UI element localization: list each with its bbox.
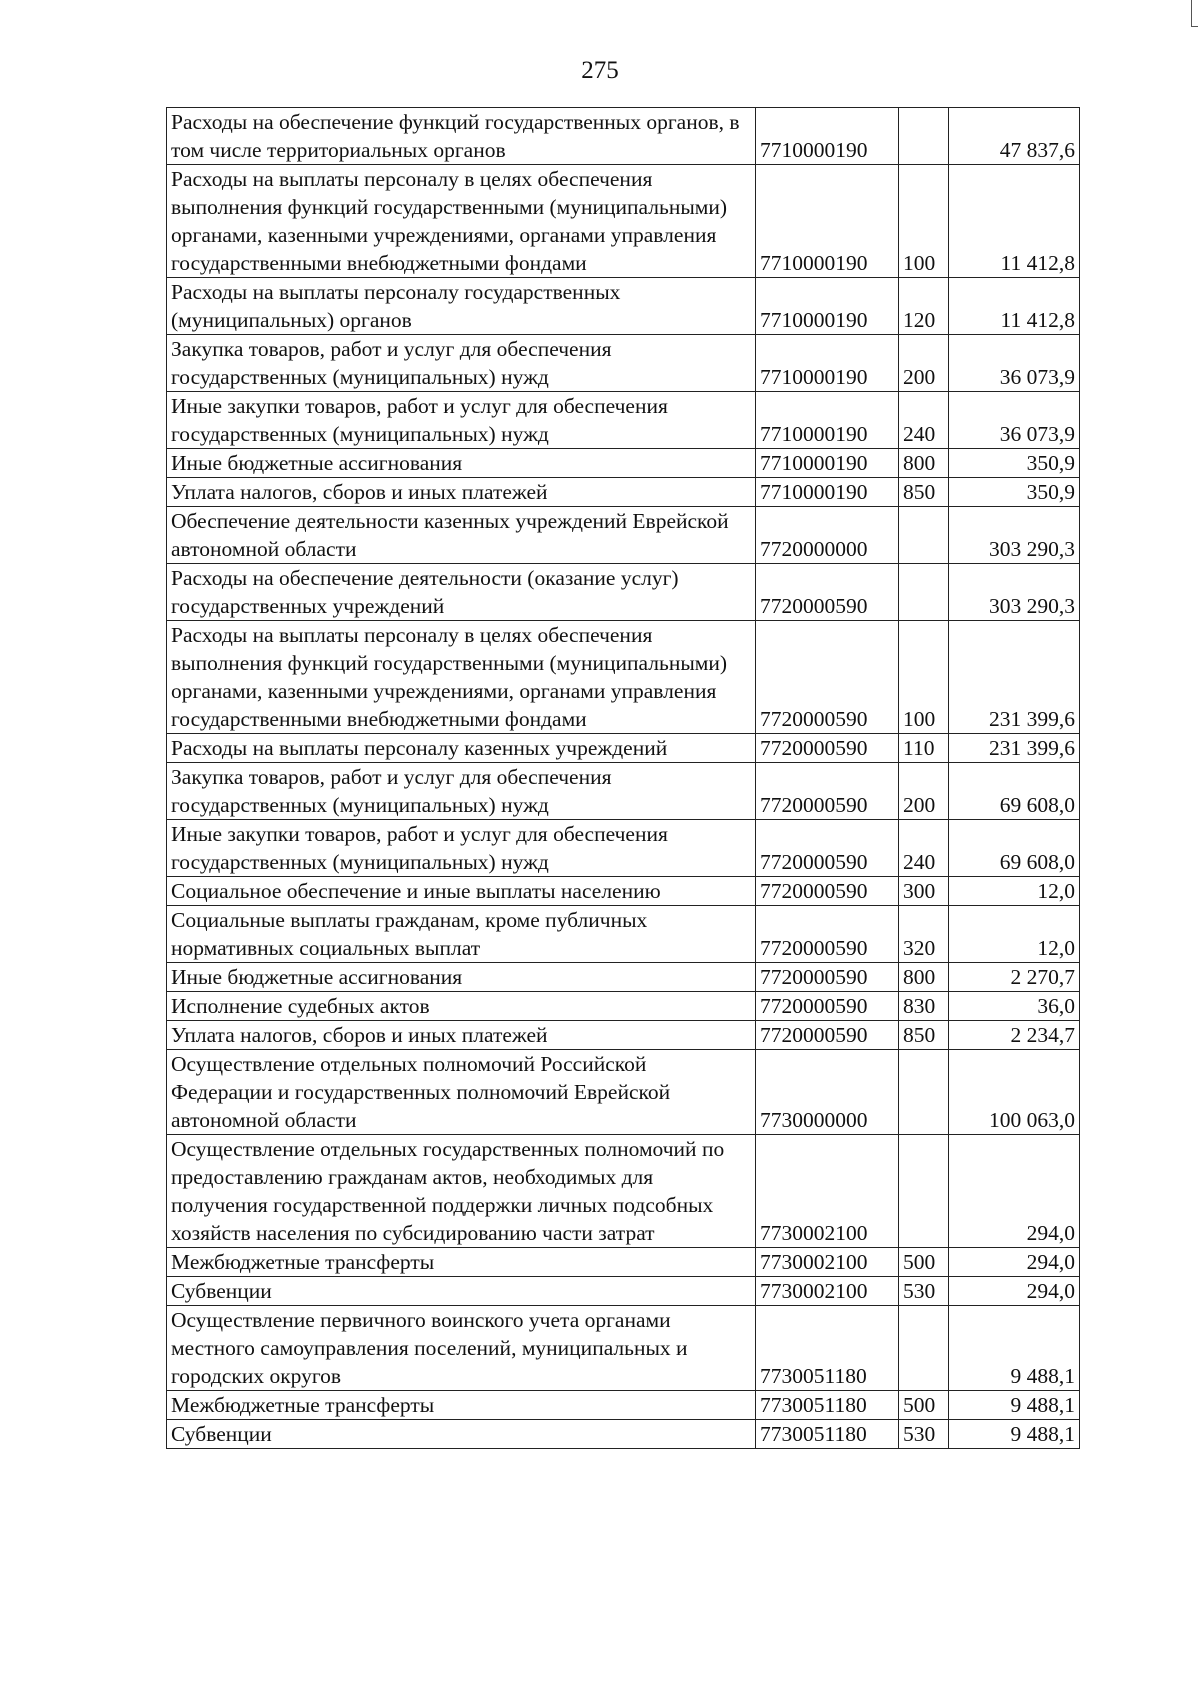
table-row bbox=[167, 165, 1080, 278]
expense-name: Иные бюджетные ассигнования bbox=[167, 449, 756, 478]
expense-type: 830 bbox=[899, 992, 949, 1021]
amount: 100 063,0 bbox=[949, 1050, 1080, 1135]
expense-type: 100 bbox=[899, 165, 949, 278]
budget-table-body bbox=[167, 108, 1080, 1449]
target-code: 7710000190 bbox=[756, 165, 899, 278]
expense-name: Иные закупки товаров, работ и услуг для обеспечения государственных (муниципальных) нужд bbox=[167, 392, 756, 449]
amount: 9 488,1 bbox=[949, 1420, 1080, 1449]
expense-name: Исполнение судебных актов bbox=[167, 992, 756, 1021]
expense-type bbox=[899, 1135, 949, 1248]
expense-type bbox=[899, 564, 949, 621]
amount: 294,0 bbox=[949, 1135, 1080, 1248]
table-row bbox=[167, 1277, 1080, 1306]
expense-name: Социальные выплаты гражданам, кроме публичных нормативных социальных выплат bbox=[167, 906, 756, 963]
expense-name: Расходы на выплаты персоналу государственных (муниципальных) органов bbox=[167, 278, 756, 335]
table-row bbox=[167, 335, 1080, 392]
table-row bbox=[167, 1021, 1080, 1050]
table-row bbox=[167, 877, 1080, 906]
amount: 9 488,1 bbox=[949, 1306, 1080, 1391]
amount: 12,0 bbox=[949, 906, 1080, 963]
expense-type: 530 bbox=[899, 1277, 949, 1306]
target-code: 7730000000 bbox=[756, 1050, 899, 1135]
amount: 231 399,6 bbox=[949, 734, 1080, 763]
expense-name: Расходы на обеспечение функций государственных органов, в том числе территориальных органов bbox=[167, 108, 756, 165]
table-row bbox=[167, 564, 1080, 621]
table-row bbox=[167, 478, 1080, 507]
expense-type: 850 bbox=[899, 1021, 949, 1050]
target-code: 7710000190 bbox=[756, 449, 899, 478]
target-code: 7720000590 bbox=[756, 621, 899, 734]
amount: 231 399,6 bbox=[949, 621, 1080, 734]
expense-type: 500 bbox=[899, 1391, 949, 1420]
target-code: 7710000190 bbox=[756, 108, 899, 165]
expense-type: 530 bbox=[899, 1420, 949, 1449]
table-row bbox=[167, 1306, 1080, 1391]
target-code: 7720000590 bbox=[756, 763, 899, 820]
target-code: 7710000190 bbox=[756, 335, 899, 392]
target-code: 7720000590 bbox=[756, 877, 899, 906]
budget-table bbox=[166, 107, 1080, 1449]
expense-type: 110 bbox=[899, 734, 949, 763]
expense-name: Иные бюджетные ассигнования bbox=[167, 963, 756, 992]
target-code: 7710000190 bbox=[756, 278, 899, 335]
expense-name: Субвенции bbox=[167, 1420, 756, 1449]
expense-type: 240 bbox=[899, 392, 949, 449]
expense-type bbox=[899, 1306, 949, 1391]
expense-name: Межбюджетные трансферты bbox=[167, 1248, 756, 1277]
table-row bbox=[167, 449, 1080, 478]
target-code: 7710000190 bbox=[756, 392, 899, 449]
expense-name: Расходы на выплаты персоналу казенных учреждений bbox=[167, 734, 756, 763]
expense-name: Субвенции bbox=[167, 1277, 756, 1306]
expense-name: Закупка товаров, работ и услуг для обеспечения государственных (муниципальных) нужд bbox=[167, 335, 756, 392]
amount: 9 488,1 bbox=[949, 1391, 1080, 1420]
expense-name: Осуществление отдельных государственных полномочий по предоставлению гражданам актов, необходимых для получения государственной поддержки личных подсобных хозяйств населения по субсидированию части затрат bbox=[167, 1135, 756, 1248]
target-code: 7730002100 bbox=[756, 1277, 899, 1306]
table-row bbox=[167, 1420, 1080, 1449]
table-row bbox=[167, 1248, 1080, 1277]
amount: 303 290,3 bbox=[949, 564, 1080, 621]
table-row bbox=[167, 820, 1080, 877]
expense-name: Расходы на обеспечение деятельности (оказание услуг) государственных учреждений bbox=[167, 564, 756, 621]
expense-type bbox=[899, 1050, 949, 1135]
target-code: 7720000590 bbox=[756, 963, 899, 992]
expense-type bbox=[899, 507, 949, 564]
amount: 36,0 bbox=[949, 992, 1080, 1021]
expense-name: Уплата налогов, сборов и иных платежей bbox=[167, 478, 756, 507]
expense-type: 800 bbox=[899, 963, 949, 992]
amount: 69 608,0 bbox=[949, 820, 1080, 877]
expense-name: Социальное обеспечение и иные выплаты населению bbox=[167, 877, 756, 906]
amount: 12,0 bbox=[949, 877, 1080, 906]
page-number: 275 bbox=[581, 57, 619, 84]
expense-type: 200 bbox=[899, 335, 949, 392]
table-row bbox=[167, 1391, 1080, 1420]
table-row bbox=[167, 906, 1080, 963]
expense-type: 500 bbox=[899, 1248, 949, 1277]
expense-name: Закупка товаров, работ и услуг для обеспечения государственных (муниципальных) нужд bbox=[167, 763, 756, 820]
expense-type: 300 bbox=[899, 877, 949, 906]
table-row bbox=[167, 963, 1080, 992]
expense-name: Расходы на выплаты персоналу в целях обеспечения выполнения функций государственными (муниципальными) органами, казенными учреждениями, органами управления государственными внебюджетными фондами bbox=[167, 621, 756, 734]
target-code: 7720000590 bbox=[756, 820, 899, 877]
table-row bbox=[167, 763, 1080, 820]
amount: 2 234,7 bbox=[949, 1021, 1080, 1050]
amount: 294,0 bbox=[949, 1277, 1080, 1306]
expense-type: 120 bbox=[899, 278, 949, 335]
amount: 47 837,6 bbox=[949, 108, 1080, 165]
amount: 2 270,7 bbox=[949, 963, 1080, 992]
expense-name: Осуществление первичного воинского учета органами местного самоуправления поселений, муниципальных и городских округов bbox=[167, 1306, 756, 1391]
target-code: 7730051180 bbox=[756, 1420, 899, 1449]
amount: 350,9 bbox=[949, 478, 1080, 507]
amount: 11 412,8 bbox=[949, 165, 1080, 278]
table-row bbox=[167, 734, 1080, 763]
expense-type: 100 bbox=[899, 621, 949, 734]
table-row bbox=[167, 1050, 1080, 1135]
target-code: 7720000590 bbox=[756, 906, 899, 963]
expense-type bbox=[899, 108, 949, 165]
amount: 11 412,8 bbox=[949, 278, 1080, 335]
table-row bbox=[167, 392, 1080, 449]
expense-name: Осуществление отдельных полномочий Российской Федерации и государственных полномочий Еврейской автономной области bbox=[167, 1050, 756, 1135]
amount: 36 073,9 bbox=[949, 335, 1080, 392]
amount: 36 073,9 bbox=[949, 392, 1080, 449]
expense-name: Межбюджетные трансферты bbox=[167, 1391, 756, 1420]
expense-name: Расходы на выплаты персоналу в целях обеспечения выполнения функций государственными (муниципальными) органами, казенными учреждениями, органами управления государственными внебюджетными фондами bbox=[167, 165, 756, 278]
table-row bbox=[167, 278, 1080, 335]
expense-type: 850 bbox=[899, 478, 949, 507]
amount: 69 608,0 bbox=[949, 763, 1080, 820]
table-row bbox=[167, 507, 1080, 564]
target-code: 7730051180 bbox=[756, 1391, 899, 1420]
target-code: 7730002100 bbox=[756, 1135, 899, 1248]
table-row bbox=[167, 992, 1080, 1021]
target-code: 7720000590 bbox=[756, 992, 899, 1021]
target-code: 7720000590 bbox=[756, 734, 899, 763]
scan-mark bbox=[1191, 0, 1198, 27]
table-row bbox=[167, 621, 1080, 734]
expense-name: Обеспечение деятельности казенных учреждений Еврейской автономной области bbox=[167, 507, 756, 564]
target-code: 7730051180 bbox=[756, 1306, 899, 1391]
table-row bbox=[167, 108, 1080, 165]
target-code: 7730002100 bbox=[756, 1248, 899, 1277]
expense-type: 240 bbox=[899, 820, 949, 877]
expense-type: 320 bbox=[899, 906, 949, 963]
expense-name: Уплата налогов, сборов и иных платежей bbox=[167, 1021, 756, 1050]
table-row bbox=[167, 1135, 1080, 1248]
target-code: 7720000590 bbox=[756, 564, 899, 621]
amount: 350,9 bbox=[949, 449, 1080, 478]
target-code: 7710000190 bbox=[756, 478, 899, 507]
amount: 303 290,3 bbox=[949, 507, 1080, 564]
target-code: 7720000590 bbox=[756, 1021, 899, 1050]
expense-type: 800 bbox=[899, 449, 949, 478]
expense-type: 200 bbox=[899, 763, 949, 820]
expense-name: Иные закупки товаров, работ и услуг для обеспечения государственных (муниципальных) нужд bbox=[167, 820, 756, 877]
amount: 294,0 bbox=[949, 1248, 1080, 1277]
target-code: 7720000000 bbox=[756, 507, 899, 564]
